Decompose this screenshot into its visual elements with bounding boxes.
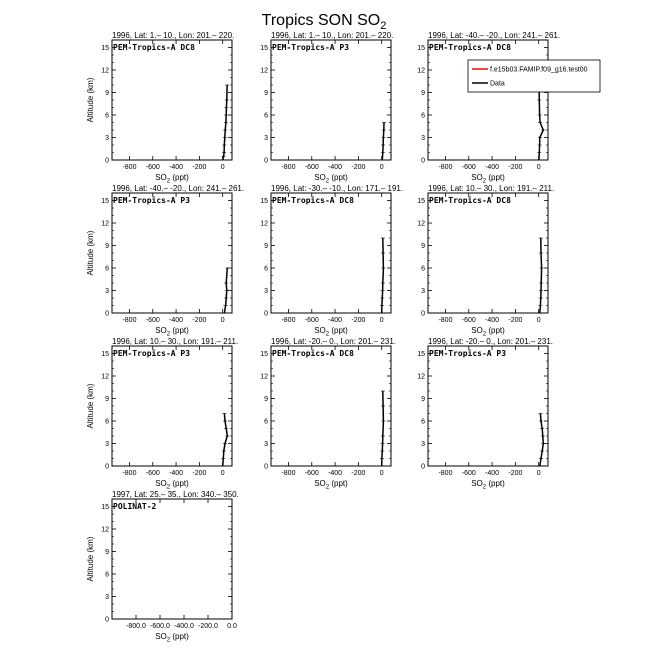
y-tick-label: 6: [105, 571, 109, 579]
plot-frame: [428, 193, 548, 313]
y-tick-label: 3: [105, 135, 109, 142]
y-tick-label: 6: [421, 265, 425, 273]
panel-3: [417, 31, 600, 185]
x-tick-label: -800: [122, 470, 137, 477]
x-tick-label: 0.0: [227, 623, 237, 630]
x-axis-label-unit: (ppt): [329, 479, 348, 488]
x-tick-label: -800: [438, 470, 453, 477]
panel-5: [260, 184, 403, 338]
x-tick-label: 0: [379, 164, 384, 171]
x-axis-label-unit: (ppt): [329, 326, 348, 335]
x-tick-label: 0: [536, 470, 541, 477]
y-axis-label: Altitude (km): [86, 383, 95, 429]
x-axis-label-main: SO: [471, 326, 483, 335]
y-tick-label: 0: [105, 463, 109, 471]
x-axis-label: [314, 326, 348, 338]
plot-frame: [112, 40, 232, 160]
x-axis-label: [314, 173, 348, 185]
y-tick-label: 6: [105, 112, 109, 120]
legend-label: Data: [490, 80, 505, 88]
y-tick-label: 3: [421, 135, 425, 142]
campaign-label: POLINAT-2: [113, 502, 157, 511]
panel-2: [260, 31, 393, 185]
x-axis-label-unit: (ppt): [486, 326, 505, 335]
y-tick-label: 3: [421, 441, 425, 448]
y-tick-label: 6: [264, 265, 268, 273]
y-tick-label: 9: [105, 549, 109, 556]
x-axis-label-main: SO: [314, 326, 326, 335]
x-tick-label: -200: [508, 164, 523, 171]
y-tick-label: 0: [421, 157, 425, 165]
x-tick-label: -800: [281, 164, 296, 171]
x-axis-label: [314, 479, 348, 491]
panel-header: 1996, Lat: 1.– 10., Lon: 201.– 220.: [271, 31, 394, 40]
y-tick-label: 3: [421, 288, 425, 295]
campaign-label: PEM-Tropics-A P3: [429, 349, 507, 358]
y-tick-label: 12: [260, 220, 268, 228]
x-tick-label: -600: [145, 317, 160, 324]
y-tick-label: 0: [421, 310, 425, 318]
x-axis-label-sub: 2: [482, 331, 487, 338]
y-tick-label: 9: [105, 243, 109, 250]
x-tick-label: 0: [536, 317, 541, 324]
plot-frame: [271, 193, 391, 313]
x-axis-label-sub: 2: [166, 178, 171, 185]
x-tick-label: 0: [220, 164, 225, 171]
y-tick-label: 0: [105, 310, 109, 318]
x-axis-label-sub: 2: [482, 178, 487, 185]
x-tick-label: -400: [485, 317, 500, 324]
x-axis-label-sub: 2: [482, 484, 487, 491]
plot-frame: [428, 40, 548, 160]
x-axis-label: [155, 632, 189, 644]
y-tick-label: 6: [264, 418, 268, 426]
panel-7: [86, 337, 238, 491]
panel-6: [417, 184, 554, 338]
x-axis-label-unit: (ppt): [329, 173, 348, 182]
x-tick-label: -200: [192, 164, 207, 171]
y-tick-label: 9: [264, 396, 268, 403]
x-tick-label: -600: [461, 470, 476, 477]
panel-header: 1996, Lat: 10.– 30., Lon: 191.– 211.: [428, 184, 555, 193]
x-tick-label: -400: [328, 317, 343, 324]
series-line-1: [540, 238, 542, 313]
y-tick-label: 12: [260, 373, 268, 381]
x-tick-label: -800: [281, 317, 296, 324]
x-axis-label-sub: 2: [166, 637, 171, 644]
x-axis-label: [471, 173, 505, 185]
x-axis-label-sub: 2: [166, 484, 171, 491]
campaign-label: PEM-Tropics-A DC8: [272, 196, 354, 205]
campaign-label: PEM-Tropics-A P3: [113, 349, 191, 358]
campaign-label: PEM-Tropics-A DC8: [429, 196, 511, 205]
y-tick-label: 15: [260, 351, 268, 358]
plot-frame: [112, 346, 232, 466]
panel-header: 1996, Lat: 1.– 10., Lon: 201.– 220.: [112, 31, 235, 40]
y-tick-label: 3: [264, 288, 268, 295]
x-tick-label: -600: [461, 164, 476, 171]
x-axis-label-unit: (ppt): [486, 479, 505, 488]
panel-header: 1996, Lat: -30.– -10., Lon: 171.– 191.: [271, 184, 404, 193]
x-tick-label: 0: [220, 317, 225, 324]
y-tick-label: 12: [417, 220, 425, 228]
x-axis-label-main: SO: [471, 173, 483, 182]
x-tick-label: -600.0: [150, 623, 170, 630]
campaign-label: PEM-Tropics-A P3: [113, 196, 191, 205]
figure-title: Tropics SON $SO_2$: [261, 12, 387, 32]
campaign-label: PEM-Tropics-A DC8: [272, 349, 354, 358]
y-tick-label: 12: [101, 526, 109, 534]
x-axis-label-main: SO: [471, 479, 483, 488]
x-axis-label-main: SO: [314, 479, 326, 488]
x-axis-label-main: SO: [155, 173, 167, 182]
y-tick-label: 15: [417, 198, 425, 205]
y-tick-label: 0: [264, 310, 268, 318]
y-tick-label: 3: [105, 594, 109, 601]
x-axis-label-main: SO: [314, 173, 326, 182]
x-axis-label-unit: (ppt): [486, 173, 505, 182]
x-axis-label-unit: (ppt): [170, 479, 189, 488]
y-tick-label: 3: [105, 288, 109, 295]
series-line-1: [382, 391, 384, 466]
x-axis-label: [155, 479, 189, 491]
x-axis-label: [155, 173, 189, 185]
x-axis-label-sub: 2: [325, 484, 330, 491]
y-tick-label: 12: [101, 67, 109, 75]
x-tick-label: -600: [304, 317, 319, 324]
legend-box: [468, 60, 600, 92]
x-axis-label-unit: (ppt): [170, 326, 189, 335]
y-tick-label: 9: [264, 243, 268, 250]
x-tick-label: -200: [508, 470, 523, 477]
x-tick-label: 0: [536, 164, 541, 171]
x-tick-label: -800: [122, 317, 137, 324]
y-axis-label: Altitude (km): [86, 536, 95, 582]
y-tick-label: 9: [264, 90, 268, 97]
y-tick-label: 6: [105, 418, 109, 426]
panel-9: [417, 337, 553, 491]
x-axis-label-unit: (ppt): [170, 173, 189, 182]
y-tick-label: 3: [264, 135, 268, 142]
panels: [86, 31, 600, 644]
x-tick-label: -800: [122, 164, 137, 171]
y-tick-label: 3: [105, 441, 109, 448]
x-tick-label: -400: [328, 164, 343, 171]
panel-10: [86, 490, 239, 644]
x-tick-label: 0: [220, 470, 225, 477]
plot-frame: [271, 346, 391, 466]
series-line-1: [382, 238, 384, 313]
y-tick-label: 15: [101, 351, 109, 358]
y-axis-label: Altitude (km): [86, 77, 95, 123]
panel-8: [260, 337, 396, 491]
plot-frame: [428, 346, 548, 466]
campaign-label: PEM-Tropics-A P3: [272, 43, 350, 52]
x-axis-label: [471, 479, 505, 491]
y-tick-label: 12: [260, 67, 268, 75]
y-tick-label: 12: [417, 373, 425, 381]
y-tick-label: 9: [105, 396, 109, 403]
x-tick-label: -400: [485, 470, 500, 477]
x-tick-label: -400: [169, 470, 184, 477]
panel-1: [86, 31, 234, 185]
x-tick-label: -400: [328, 470, 343, 477]
panel-header: 1996, Lat: -20.– 0., Lon: 201.– 231.: [271, 337, 396, 346]
x-tick-label: -200: [351, 317, 366, 324]
x-tick-label: -400: [485, 164, 500, 171]
y-tick-label: 0: [264, 463, 268, 471]
x-tick-label: -800: [281, 470, 296, 477]
y-tick-label: 15: [417, 45, 425, 52]
y-tick-label: 6: [105, 265, 109, 273]
x-axis-label: [155, 326, 189, 338]
y-tick-label: 12: [101, 220, 109, 228]
x-tick-label: -200: [351, 470, 366, 477]
y-tick-label: 12: [101, 373, 109, 381]
plot-frame: [271, 40, 391, 160]
y-tick-label: 9: [421, 396, 425, 403]
y-tick-label: 9: [105, 90, 109, 97]
x-tick-label: -600: [304, 470, 319, 477]
y-tick-label: 9: [421, 243, 425, 250]
panel-4: [86, 184, 244, 338]
x-tick-label: 0: [379, 317, 384, 324]
x-tick-label: -600: [461, 317, 476, 324]
legend-label: f.e15b03.FAMIP.f09_g16.test00: [490, 66, 588, 74]
y-tick-label: 15: [101, 504, 109, 511]
x-tick-label: -400.0: [174, 623, 194, 630]
campaign-label: PEM-Tropics-A DC8: [429, 43, 511, 52]
panel-header: 1996, Lat: 10.– 30., Lon: 191.– 211.: [112, 337, 239, 346]
y-tick-label: 15: [260, 198, 268, 205]
y-axis-label: Altitude (km): [86, 230, 95, 276]
series-line-1: [223, 414, 228, 467]
y-tick-label: 15: [101, 198, 109, 205]
x-axis-label-sub: 2: [325, 178, 330, 185]
y-tick-label: 0: [105, 157, 109, 165]
y-tick-label: 0: [421, 463, 425, 471]
x-tick-label: 0: [379, 470, 384, 477]
series-line-1: [540, 414, 544, 467]
x-tick-label: -800: [438, 317, 453, 324]
x-tick-label: -200: [192, 317, 207, 324]
y-tick-label: 15: [417, 351, 425, 358]
y-tick-label: 6: [421, 112, 425, 120]
panel-header: 1996, Lat: -40.– -20., Lon: 241.– 261.: [428, 31, 561, 40]
y-tick-label: 15: [101, 45, 109, 52]
panel-header: 1997, Lat: 25.– 35., Lon: 340.– 350.: [112, 490, 239, 499]
x-tick-label: -600: [145, 470, 160, 477]
x-tick-label: -400: [169, 317, 184, 324]
x-tick-label: -600: [304, 164, 319, 171]
x-axis-label-main: SO: [155, 479, 167, 488]
x-tick-label: -400: [169, 164, 184, 171]
campaign-label: PEM-Tropics-A DC8: [113, 43, 195, 52]
x-tick-label: -200: [351, 164, 366, 171]
y-tick-label: 3: [264, 441, 268, 448]
plot-frame: [112, 193, 232, 313]
x-axis-label-main: SO: [155, 632, 167, 641]
x-tick-label: -800.0: [126, 623, 146, 630]
x-tick-label: -200: [192, 470, 207, 477]
series-line-1: [382, 123, 384, 161]
y-tick-label: 9: [421, 90, 425, 97]
y-tick-label: 6: [421, 418, 425, 426]
x-axis-label-sub: 2: [325, 331, 330, 338]
x-axis-label: [471, 326, 505, 338]
y-tick-label: 6: [264, 112, 268, 120]
x-tick-label: -800: [438, 164, 453, 171]
y-tick-label: 0: [105, 616, 109, 624]
x-tick-label: -600: [145, 164, 160, 171]
y-tick-label: 15: [260, 45, 268, 52]
y-tick-label: 0: [264, 157, 268, 165]
x-axis-label-main: SO: [155, 326, 167, 335]
x-axis-label-unit: (ppt): [170, 632, 189, 641]
x-tick-label: -200: [508, 317, 523, 324]
x-tick-label: -200.0: [198, 623, 218, 630]
x-axis-label-sub: 2: [166, 331, 171, 338]
panel-header: 1996, Lat: -20.– 0., Lon: 201.– 231.: [428, 337, 553, 346]
y-tick-label: 12: [417, 67, 425, 75]
panel-header: 1996, Lat: -40.– -20., Lon: 241.– 261.: [112, 184, 245, 193]
plot-frame: [112, 499, 232, 619]
